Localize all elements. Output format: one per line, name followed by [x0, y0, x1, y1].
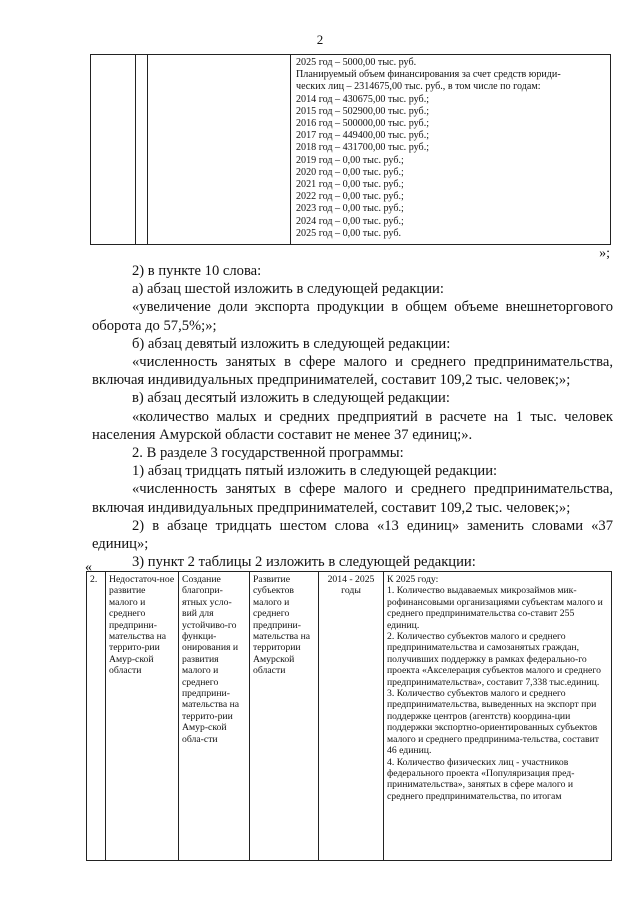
financing-line: 2020 год – 0,00 тыс. руб.;	[296, 166, 404, 178]
financing-line: 2025 год – 5000,00 тыс. руб.	[296, 57, 417, 68]
paragraph: 2. В разделе 3 государственной программы:	[132, 445, 404, 462]
result-item: К 2025 году:	[387, 574, 439, 585]
financing-line: 2015 год – 502900,00 тыс. руб.;	[296, 105, 430, 117]
financing-line: 2021 год – 0,00 тыс. руб.;	[296, 179, 404, 191]
paragraph: 2) в пункте 10 слова:	[132, 263, 262, 279]
page-number: 2	[316, 32, 324, 47]
paragraph: а) абзац шестой изложить в следующей редакции:	[132, 281, 444, 298]
paragraph: «количество малых и средних предприятий в расчете на 1 тыс. человек населения Амурской области составит не менее 37 единиц;».	[92, 408, 613, 443]
paragraph: «численность занятых в сфере малого и среднего предпринимательства, включая индивидуальных предпринимателей, составит 109,2 тыс. человек;»;	[92, 481, 613, 516]
paragraph: 2) в абзаце тридцать шестом слова «13 единиц» заменить словами «37 единиц»;	[92, 517, 613, 553]
empty-cell	[148, 55, 291, 245]
paragraph: «численность занятых в сфере малого и среднего предпринимательства, включая индивидуальных предпринимателей, составит 109,2 тыс. человек;»;	[92, 354, 613, 389]
results-cell	[384, 572, 612, 861]
financing-line: 2022 год – 0,00 тыс. руб.;	[296, 191, 404, 203]
task-cell: Развитие субъектов малого и среднего предприни-мательства на территории Амурской области	[250, 572, 319, 861]
paragraph: 3) пункт 2 таблицы 2 изложить в следующей редакции:	[132, 554, 476, 571]
financing-line: Планируемый объем финансирования за счет средств юриди-	[296, 69, 561, 81]
financing-line: 2017 год – 449400,00 тыс. руб.;	[296, 130, 430, 142]
financing-line: 2016 год – 500000,00 тыс. руб.;	[296, 118, 430, 130]
goal-cell: Создание благопри-ятных усло-вий для устойчиво-го функци-онирования и развития малого и среднего предприни-мательства на террито-рии Амур-ской обла-сти	[179, 572, 250, 861]
problem-cell: Недостаточ-ное развитие малого и среднего предприни-мательства на террито-рии Амур-ской области	[106, 572, 179, 861]
paragraph: в) абзац десятый изложить в следующей редакции:	[132, 390, 450, 407]
financing-line: ческих лиц – 2314675,00 тыс. руб., в том числе по годам:	[296, 81, 541, 93]
financing-line: 2023 год – 0,00 тыс. руб.;	[296, 203, 404, 215]
financing-cell	[291, 55, 611, 245]
body-text	[92, 262, 613, 571]
financing-line: 2024 год – 0,00 тыс. руб.;	[296, 215, 404, 227]
financing-line: 2025 год – 0,00 тыс. руб.	[296, 227, 401, 239]
quote-open: «	[85, 560, 92, 575]
empty-cell	[136, 55, 148, 245]
paragraph: «увеличение доли экспорта продукции в общем объеме внешнеторгового оборота до 57,5%;»;	[92, 299, 613, 334]
result-item: 2. Количество субъектов малого и среднего предпринимательства и самозанятых граждан, получивших поддержку в рамках федерально-го проекта «Акселерация субъектов малого и среднего предпринимательства», составит 7,338 тыс.единиц.	[387, 631, 601, 688]
row-number: 2.	[87, 572, 106, 861]
years-cell: 2014 - 2025 годы	[319, 572, 384, 861]
financing-table	[90, 54, 611, 245]
paragraph: 1) абзац тридцать пятый изложить в следующей редакции:	[132, 463, 498, 480]
program-table	[86, 571, 612, 861]
result-item: 1. Количество выдаваемых микрозаймов мик-рофинансовыми организациями субъектам малого и среднего предпринимательства со-ставит 255 единиц.	[387, 585, 603, 631]
quote-close: »;	[599, 246, 610, 261]
paragraph: б) абзац девятый изложить в следующей редакции:	[132, 335, 451, 352]
result-item: 4. Количество физических лиц - участников федерального проекта «Популяризация пред-принимательства», занятых в сфере малого и среднего предпринимательства, по итогам	[387, 756, 575, 802]
financing-line: 2014 год – 430675,00 тыс. руб.;	[296, 93, 430, 105]
empty-cell	[91, 55, 136, 245]
financing-line: 2018 год – 431700,00 тыс. руб.;	[296, 142, 430, 154]
financing-line: 2019 год – 0,00 тыс. руб.;	[296, 154, 404, 166]
result-item: 3. Количество субъектов малого и среднего предпринимательства, выведенных на экспорт при поддержке центров (агентств) координа-ции поддержки экспортно-ориентированных субъектов малого и среднего предпринима-тельства, составит 46 единиц.	[387, 688, 599, 757]
